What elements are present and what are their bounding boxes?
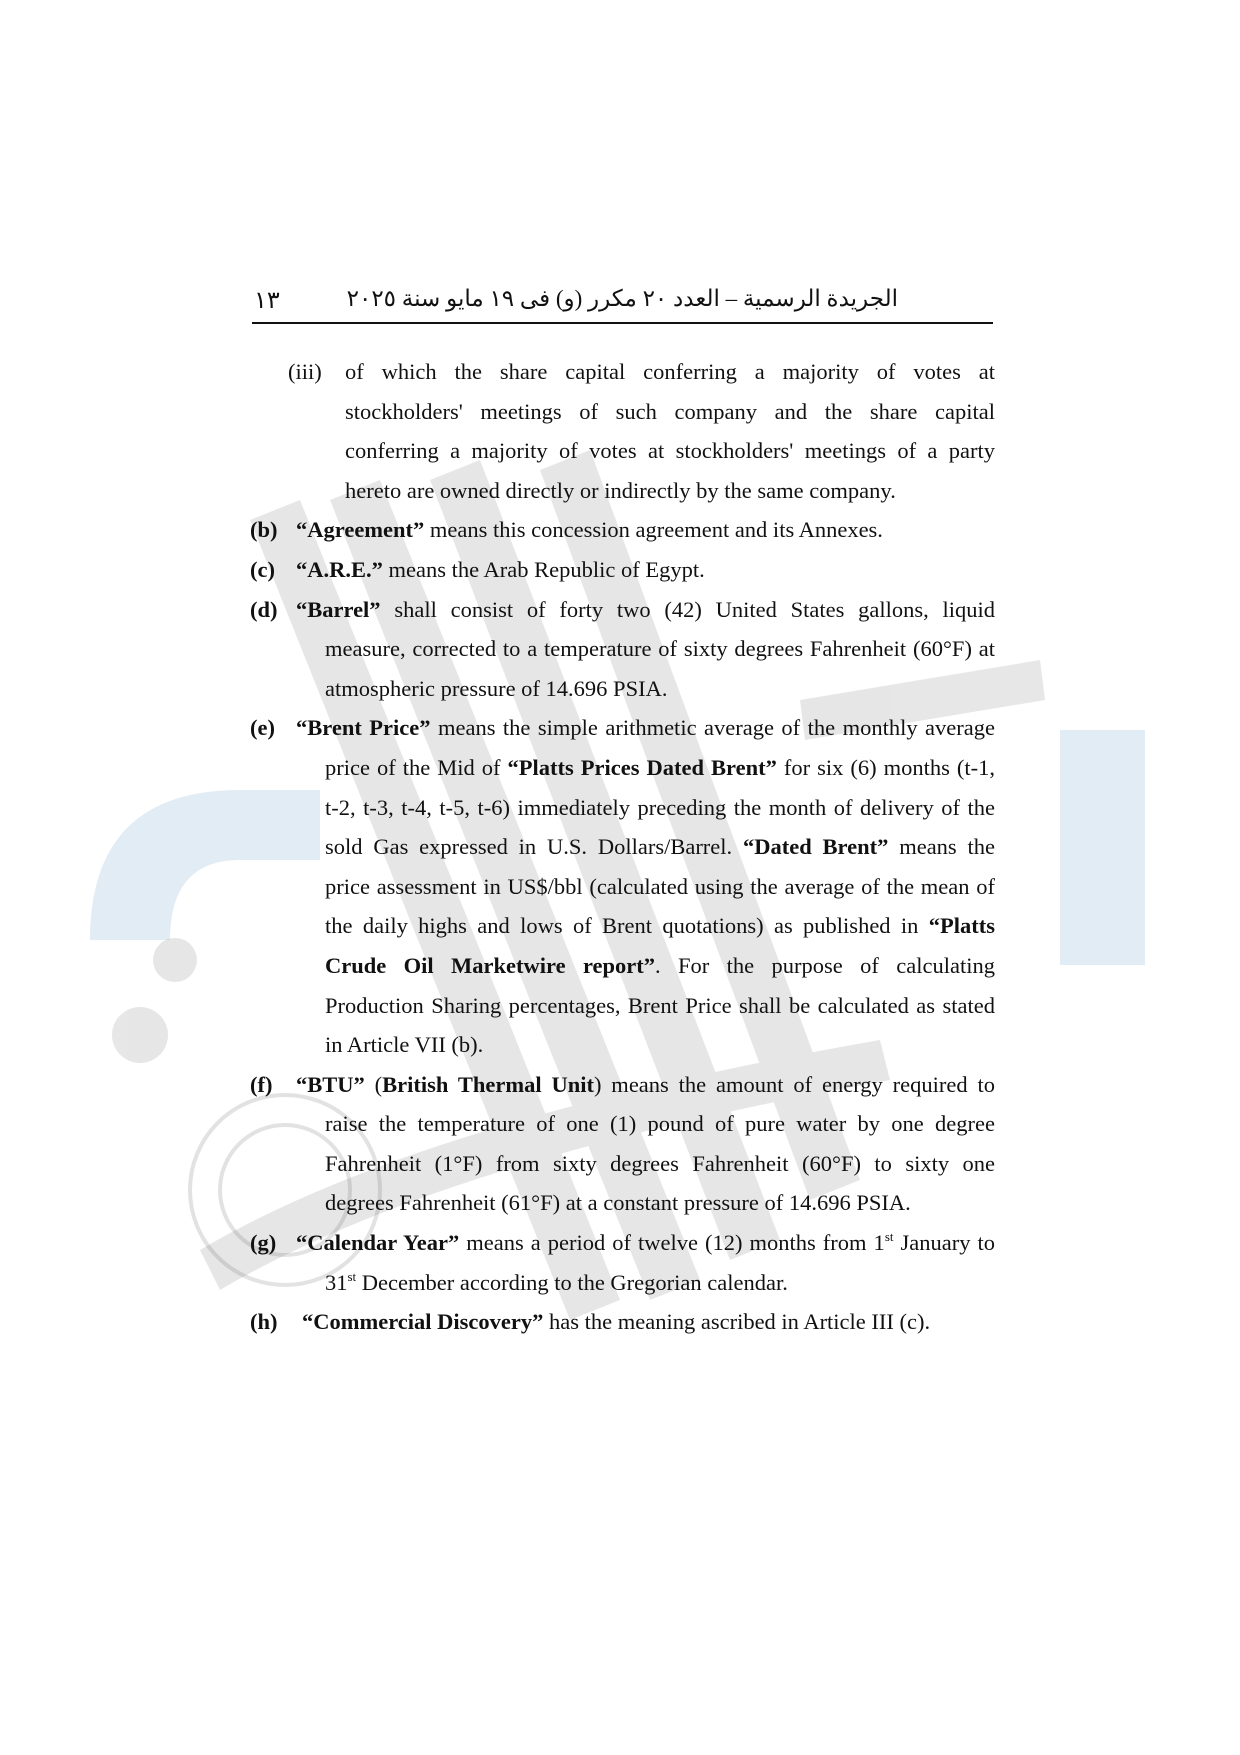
definition-term: “Agreement”: [296, 517, 425, 543]
definition-marker: (c): [250, 556, 275, 582]
definition-barrel: [250, 590, 995, 709]
ordinal-suffix: st: [347, 1268, 357, 1284]
definition-text: for six (6) months (t-1, t-2, t-3, t-4, t-5, t-6) immediately preceding the month of delivery of the sold Gas expressed in U.S. Dollars/Barrel.: [325, 754, 995, 860]
definition-text: means the price assessment in US$/bbl (calculated using the average of the mean of the daily highs and lows of Brent quotations) as published in: [325, 834, 996, 939]
definition-are: [250, 550, 995, 590]
definition-marker: (d): [250, 596, 278, 622]
definition-marker: (e): [250, 715, 275, 741]
definition-text: shall consist of forty two (42) United States gallons, liquid measure, corrected to a temperature of sixty degrees Fahrenheit (60°F) at atmospheric pressure of 14.696 PSIA.: [325, 596, 995, 701]
definition-marker: (g): [250, 1230, 277, 1256]
definition-text: has the meaning ascribed in Article III (c).: [543, 1309, 931, 1335]
watermark-dot-1: [112, 1007, 168, 1063]
definition-term: “BTU”: [296, 1071, 365, 1097]
document-body: [250, 352, 995, 1342]
definition-text: ) means the amount of energy required to raise the temperature of one (1) pound of pure water by one degree Fahrenheit (1°F) from sixty degrees Fahrenheit (60°F) to sixty one degrees Fahrenheit (61°F) at a constant pressure of 14.696 PSIA.: [325, 1071, 995, 1216]
definition-text: means the simple arithmetic average of the monthly average price of the Mid of: [325, 715, 995, 780]
definition-text: (: [364, 1071, 383, 1097]
definition-term: “Barrel”: [296, 596, 381, 622]
definition-btu: [250, 1065, 995, 1223]
watermark-blue-letter-right: [1060, 730, 1145, 965]
clause-text: of which the share capital conferring a majority of votes at stockholders' meetings of such company and the share capital conferring a majority of votes at stockholders' meetings of a party hereto are owned directly or indirectly by the same company.: [345, 359, 995, 503]
definition-text: means the Arab Republic of Egypt.: [382, 556, 705, 582]
definition-term: “Commercial Discovery”: [302, 1309, 544, 1335]
definition-text: December according to the Gregorian calendar.: [356, 1269, 788, 1295]
page-header: [252, 282, 993, 324]
definition-commercial-discovery: [250, 1302, 995, 1342]
watermark-dot-2: [153, 938, 197, 982]
definition-marker: (f): [250, 1071, 273, 1097]
gazette-header-title: الجريدة الرسمية – العدد ٢٠ مكرر (و) فى ١٩ مايو سنة ٢٠٢٥: [346, 286, 898, 311]
definition-term: “Calendar Year”: [296, 1230, 460, 1256]
ordinal-suffix: st: [884, 1229, 894, 1245]
definition-text: means a period of twelve (12) months from 1: [459, 1230, 885, 1256]
definition-marker: (b): [250, 517, 278, 543]
definition-brent-price: [250, 708, 995, 1064]
definition-term: “Brent Price”: [296, 715, 431, 741]
definition-text: January to 31: [325, 1230, 995, 1295]
definition-text: . For the purpose of calculating Production Sharing percentages, Brent Price shall be calculated as stated in Article VII (b).: [325, 952, 995, 1058]
definition-term-platts-report: “Platts Crude Oil Marketwire report”: [325, 913, 995, 978]
definition-term-dated-brent: “Dated Brent”: [742, 834, 889, 860]
definition-text: means this concession agreement and its Annexes.: [424, 517, 883, 543]
definition-term-platts-dated-brent: “Platts Prices Dated Brent”: [507, 754, 777, 780]
clause-iii: [250, 352, 995, 510]
clause-marker: (iii): [288, 359, 322, 384]
definition-calendar-year: [250, 1223, 995, 1302]
definition-term: “A.R.E.”: [296, 556, 383, 582]
definition-term-british-thermal-unit: British Thermal Unit: [382, 1071, 594, 1097]
definition-marker: (h): [250, 1309, 278, 1335]
page-number: ١٣: [254, 288, 280, 314]
definition-agreement: [250, 510, 995, 550]
